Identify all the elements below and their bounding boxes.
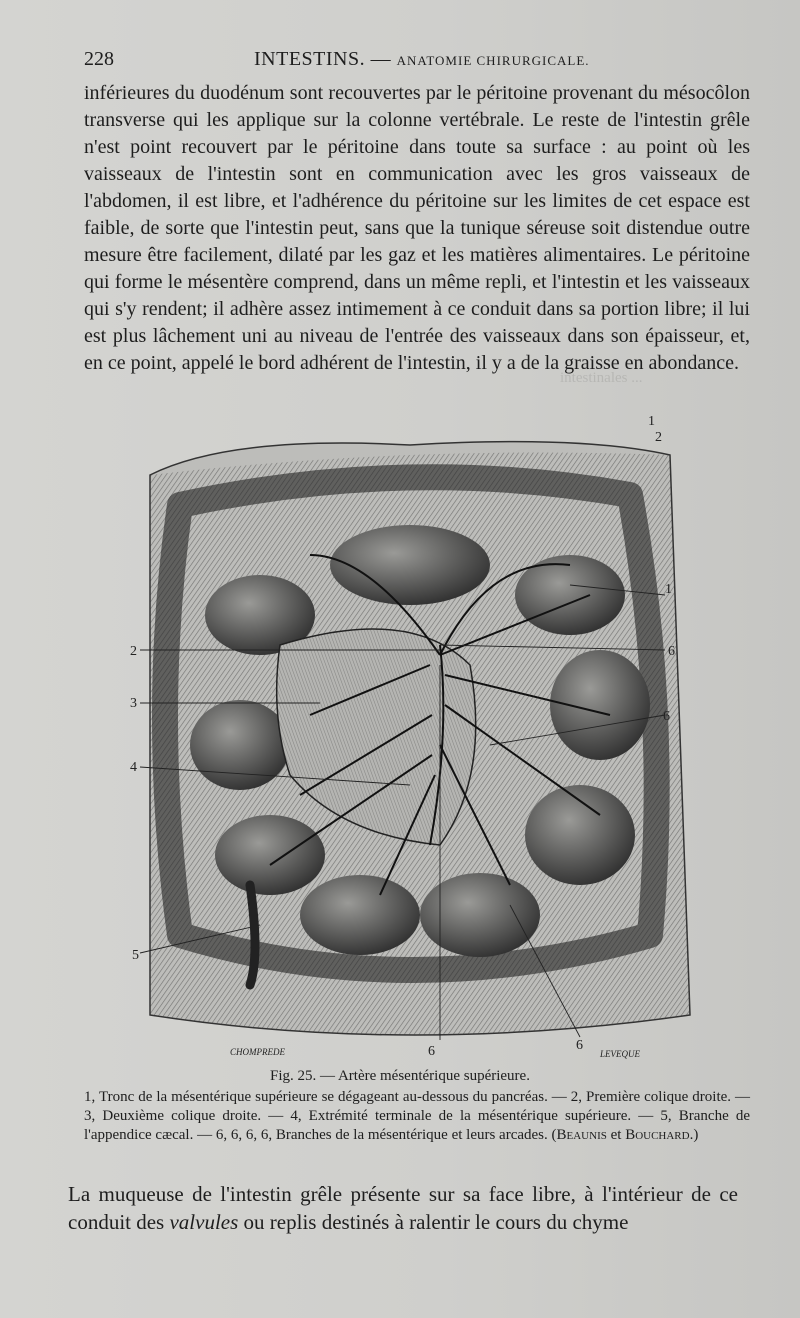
label-6-right-b: 6 <box>663 709 670 724</box>
final-paragraph: La muqueuse de l'intestin grêle présente sur sa face libre, à l'intérieur de ce conduit des valvules ou replis destinés à ralentir le cours du chyme <box>68 1182 738 1234</box>
page-header <box>84 46 754 76</box>
label-2-left: 2 <box>130 644 137 659</box>
label-6-right-a: 6 <box>668 644 675 659</box>
body-text <box>84 80 750 377</box>
figure-caption-body: 1, Tronc de la mésentérique supérieure se dégageant au-dessous du pancréas. — 2, Première colique droite. — 3, Deuxième colique droite. — 4, Extrémité terminale de la mésentérique supérieure. — 5, Branche de l'appendice cæcal. — 6, 6, 6, 6, Branches de la mésentérique et leurs arcades. (Beaunis et Bouchard.) <box>84 1089 750 1143</box>
body-paragraph: inférieures du duodénum sont recouvertes par le péritoine provenant du mésocôlon transverse qui les applique sur la colonne vertébrale. Le reste de l'intestin grêle n'est point recouvert par le péritoine dans toute sa surface : au point où les vaisseaux de l'intestin sont en communication avec les gros vaisseaux de l'abdomen, il est libre, et l'adhérence du péritoine sur les limites de cet espace est faible, de sorte que l'intestin peut, sans que la tunique séreuse soit distendue outre mesure être facilement, dilaté par les gaz et les matières alimentaires. Le péritoine qui forme le mésentère comprend, dans un même repli, et l'intestin et les vaisseaux qui s'y rendent; il adhère assez intimement à ce conduit dans sa portion libre; il lui est plus lâchement uni au niveau de l'entrée des vaisseaux dans son épaisseur, et, en ce point, appelé le bord adhérent de l'intestin, il y a de la graisse en abondance. <box>84 82 750 374</box>
label-2-top: 2 <box>655 430 662 445</box>
engraver-signature-left: CHOMPREDE <box>230 1047 285 1057</box>
running-head: INTESTINS. — ANATOMIE CHIRURGICALE. <box>254 48 590 70</box>
label-3: 3 <box>130 696 137 711</box>
label-6-bottom: 6 <box>428 1044 435 1059</box>
label-1-top: 1 <box>648 415 655 429</box>
label-1-right: 1 <box>665 582 672 597</box>
anatomical-illustration <box>110 415 710 1065</box>
engraver-signature-right: LEVEQUE <box>600 1049 640 1059</box>
engraving-svg <box>110 415 710 1065</box>
label-6-bottom-b: 6 <box>576 1038 583 1053</box>
page-number: 228 <box>84 48 114 70</box>
italic-term: valvules <box>169 1210 239 1234</box>
bleed-through-text: intestinales ... <box>560 370 643 386</box>
figure-caption-title: Fig. 25. — Artère mésentérique supérieure. <box>270 1068 530 1084</box>
label-4: 4 <box>130 760 137 775</box>
label-5: 5 <box>132 948 139 963</box>
